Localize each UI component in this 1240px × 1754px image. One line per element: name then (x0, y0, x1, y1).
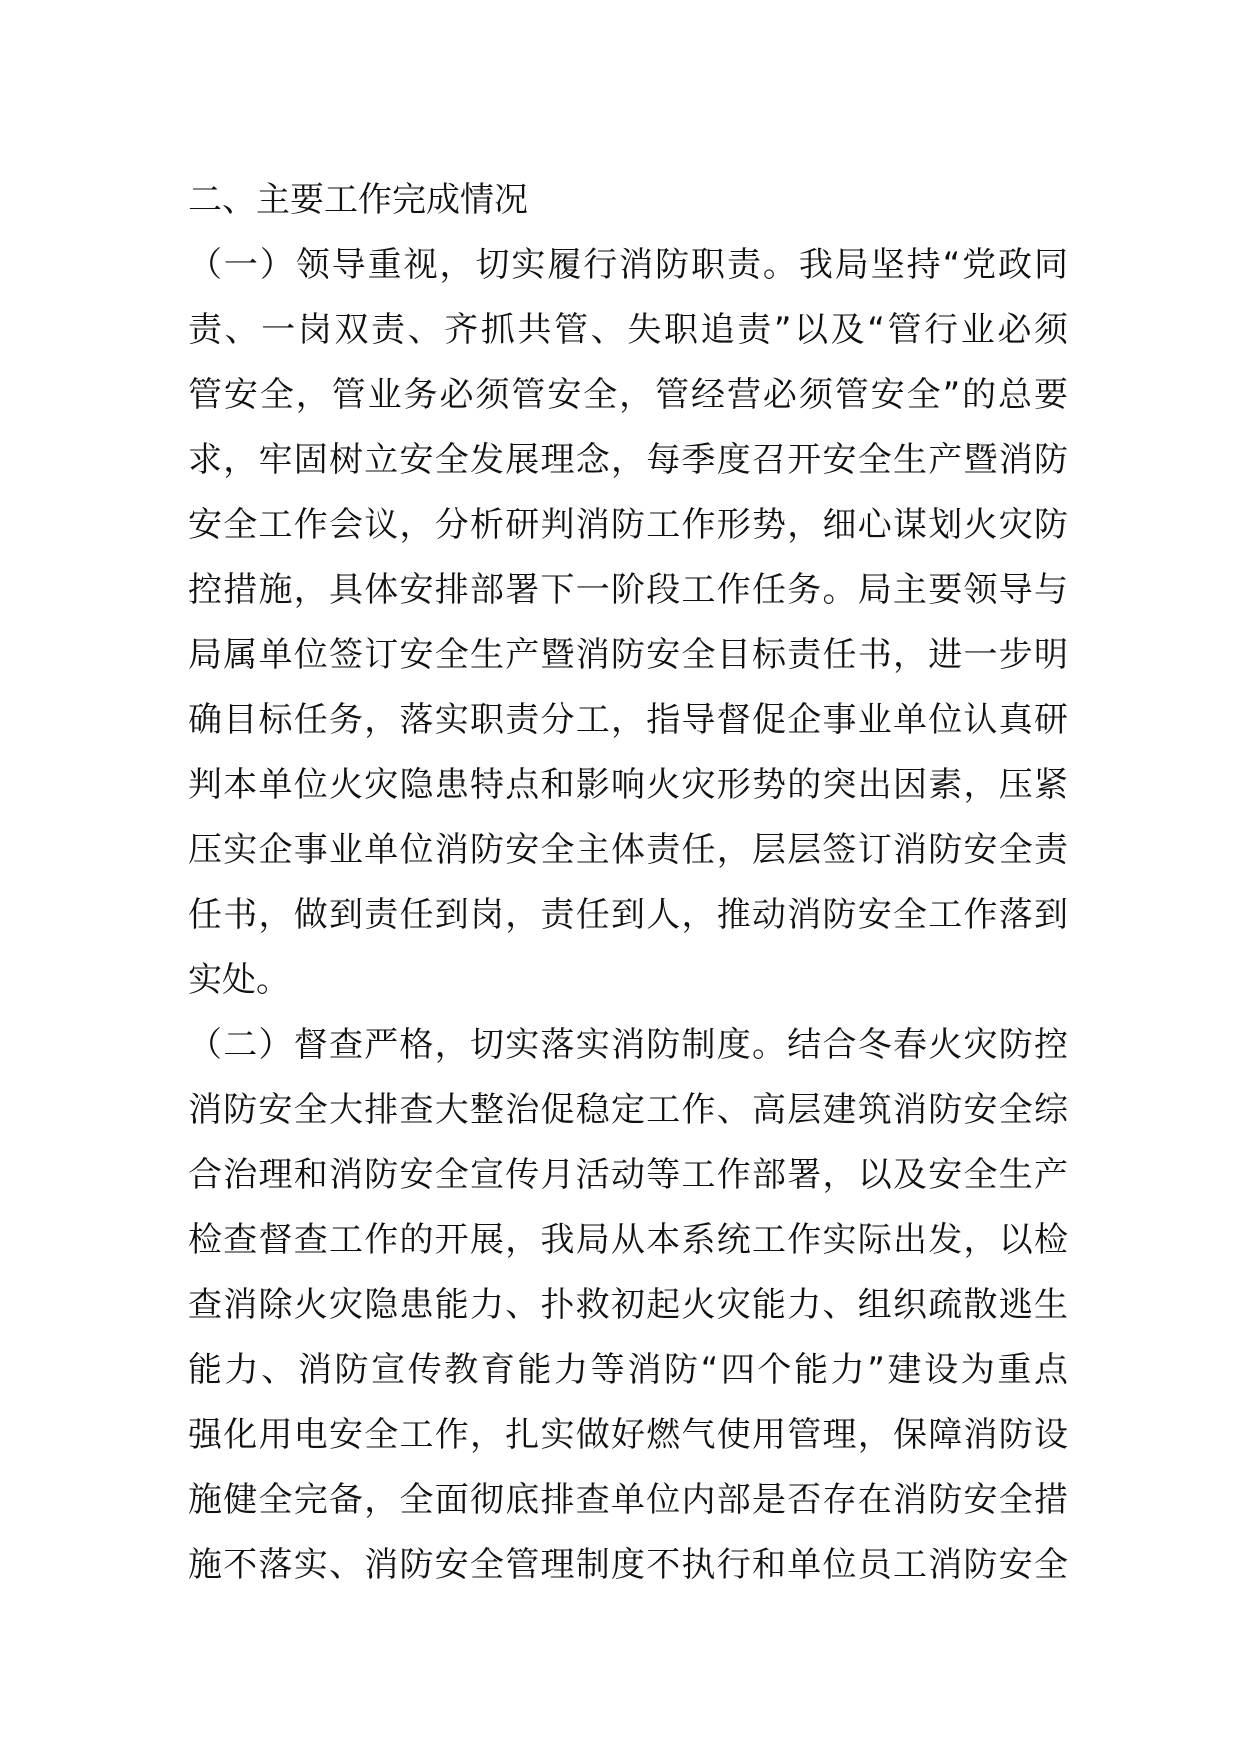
text-line: 查消除火灾隐患能力、扑救初起火灾能力、组织疏散逃生 (188, 1285, 1068, 1325)
text-line: 求，牢固树立安全发展理念，每季度召开安全生产暨消防 (188, 440, 1068, 480)
text-line: 施不落实、消防安全管理制度不执行和单位员工消防安全 (188, 1545, 1068, 1585)
text-line: 安全工作会议，分析研判消防工作形势，细心谋划火灾防 (188, 505, 1068, 545)
text-line: 管安全，管业务必须管安全，管经营必须管安全”的总要 (188, 375, 1068, 415)
text-line: （一）领导重视，切实履行消防职责。我局坚持“党政同 (188, 245, 1068, 285)
text-line: 局属单位签订安全生产暨消防安全目标责任书，进一步明 (188, 635, 1068, 675)
text-line: 责、一岗双责、齐抓共管、失职追责”以及“管行业必须 (188, 310, 1068, 350)
text-line: 压实企事业单位消防安全主体责任，层层签订消防安全责 (188, 830, 1068, 870)
text-line: 消防安全大排查大整治促稳定工作、高层建筑消防安全综 (188, 1090, 1068, 1130)
paragraph-leadership (188, 233, 1068, 1013)
text-line: 强化用电安全工作，扎实做好燃气使用管理，保障消防设 (188, 1415, 1068, 1455)
text-line: 确目标任务，落实职责分工，指导督促企事业单位认真研 (188, 700, 1068, 740)
text-line: 施健全完备，全面彻底排查单位内部是否存在消防安全措 (188, 1480, 1068, 1520)
section-heading: 二、主要工作完成情况 (188, 180, 528, 220)
text-line: 判本单位火灾隐患特点和影响火灾形势的突出因素，压紧 (188, 765, 1068, 805)
text-line: 检查督查工作的开展，我局从本系统工作实际出发，以检 (188, 1220, 1068, 1260)
text-line: 控措施，具体安排部署下一阶段工作任务。局主要领导与 (188, 570, 1068, 610)
text-line-last: 实处。 (188, 960, 290, 1000)
document-body (188, 168, 1068, 1598)
text-line: 任书，做到责任到岗，责任到人，推动消防安全工作落到 (188, 895, 1068, 935)
text-line: （二）督查严格，切实落实消防制度。结合冬春火灾防控 (188, 1025, 1068, 1065)
text-line: 合治理和消防安全宣传月活动等工作部署，以及安全生产 (188, 1155, 1068, 1195)
paragraph-inspection (188, 1013, 1068, 1598)
text-line: 能力、消防宣传教育能力等消防“四个能力”建设为重点 (188, 1350, 1068, 1390)
